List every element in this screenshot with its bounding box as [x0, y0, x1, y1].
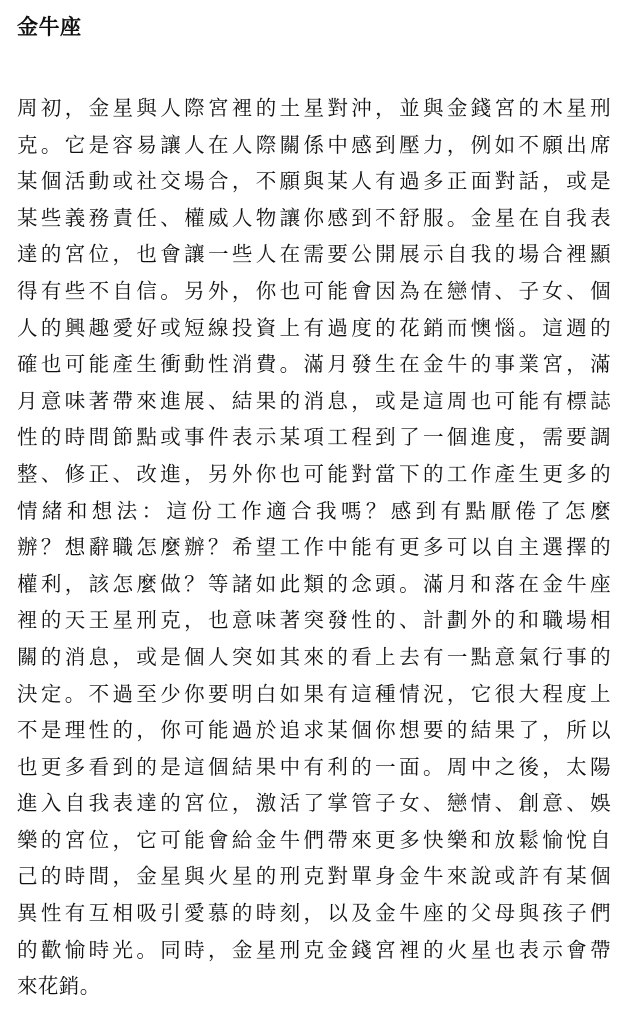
text-line: 克。它是容易讓人在人際關係中感到壓力，例如不願出席 [17, 132, 611, 157]
text-line: 某些義務責任、權威人物讓你感到不舒服。金星在自我表 [17, 205, 611, 230]
text-line: 人的興趣愛好或短線投資上有過度的花銷而懊惱。這週的 [17, 315, 611, 340]
text-line: 整、修正、改進，另外你也可能對當下的工作產生更多的 [17, 461, 611, 486]
text-line: 性的時間節點或事件表示某項工程到了一個進度，需要調 [17, 425, 611, 450]
text-line: 確也可能產生衝動性消費。滿月發生在金牛的事業宮，滿 [17, 352, 611, 377]
text-line: 裡的天王星刑克，也意味著突發性的、計劃外的和職場相 [17, 608, 611, 633]
article-body [17, 90, 611, 1005]
text-line: 進入自我表達的宮位，激活了掌管子女、戀情、創意、娛 [17, 791, 611, 816]
text-line: 的歡愉時光。同時，金星刑克金錢宮裡的火星也表示會帶 [17, 937, 611, 962]
text-line: 月意味著帶來進展、結果的消息，或是這周也可能有標誌 [17, 388, 611, 413]
text-line: 己的時間，金星與火星的刑克對單身金牛來說或許有某個 [17, 864, 611, 889]
text-line: 達的宮位，也會讓一些人在需要公開展示自我的場合裡顯 [17, 242, 611, 267]
text-line: 周初，金星與人際宮裡的土星對沖，並與金錢宮的木星刑 [17, 96, 611, 120]
text-line: 得有些不自信。另外，你也可能會因為在戀情、子女、個 [17, 278, 611, 303]
page-title: 金牛座 [17, 15, 82, 39]
text-line: 關的消息，或是個人突如其來的看上去有一點意氣行事的 [17, 644, 611, 669]
text-line: 不是理性的，你可能過於追求某個你想要的結果了，所以 [17, 718, 611, 743]
text-line: 權利，該怎麼做？等諸如此類的念頭。滿月和落在金牛座 [17, 571, 611, 596]
text-line: 樂的宮位，它可能會給金牛們帶來更多快樂和放鬆愉悅自 [17, 827, 611, 852]
text-line: 也更多看到的是這個結果中有利的一面。周中之後，太陽 [17, 754, 611, 779]
text-line: 來花銷。 [17, 974, 101, 999]
text-line: 異性有互相吸引愛慕的時刻，以及金牛座的父母與孩子們 [17, 901, 611, 926]
text-line: 辦？想辭職怎麼辦？希望工作中能有更多可以自主選擇的 [17, 535, 611, 560]
text-line: 某個活動或社交場合，不願與某人有過多正面對話，或是 [17, 169, 611, 194]
text-line: 決定。不過至少你要明白如果有這種情況，它很大程度上 [17, 681, 611, 706]
text-line: 情緒和想法：這份工作適合我嗎？感到有點厭倦了怎麼 [17, 498, 611, 523]
